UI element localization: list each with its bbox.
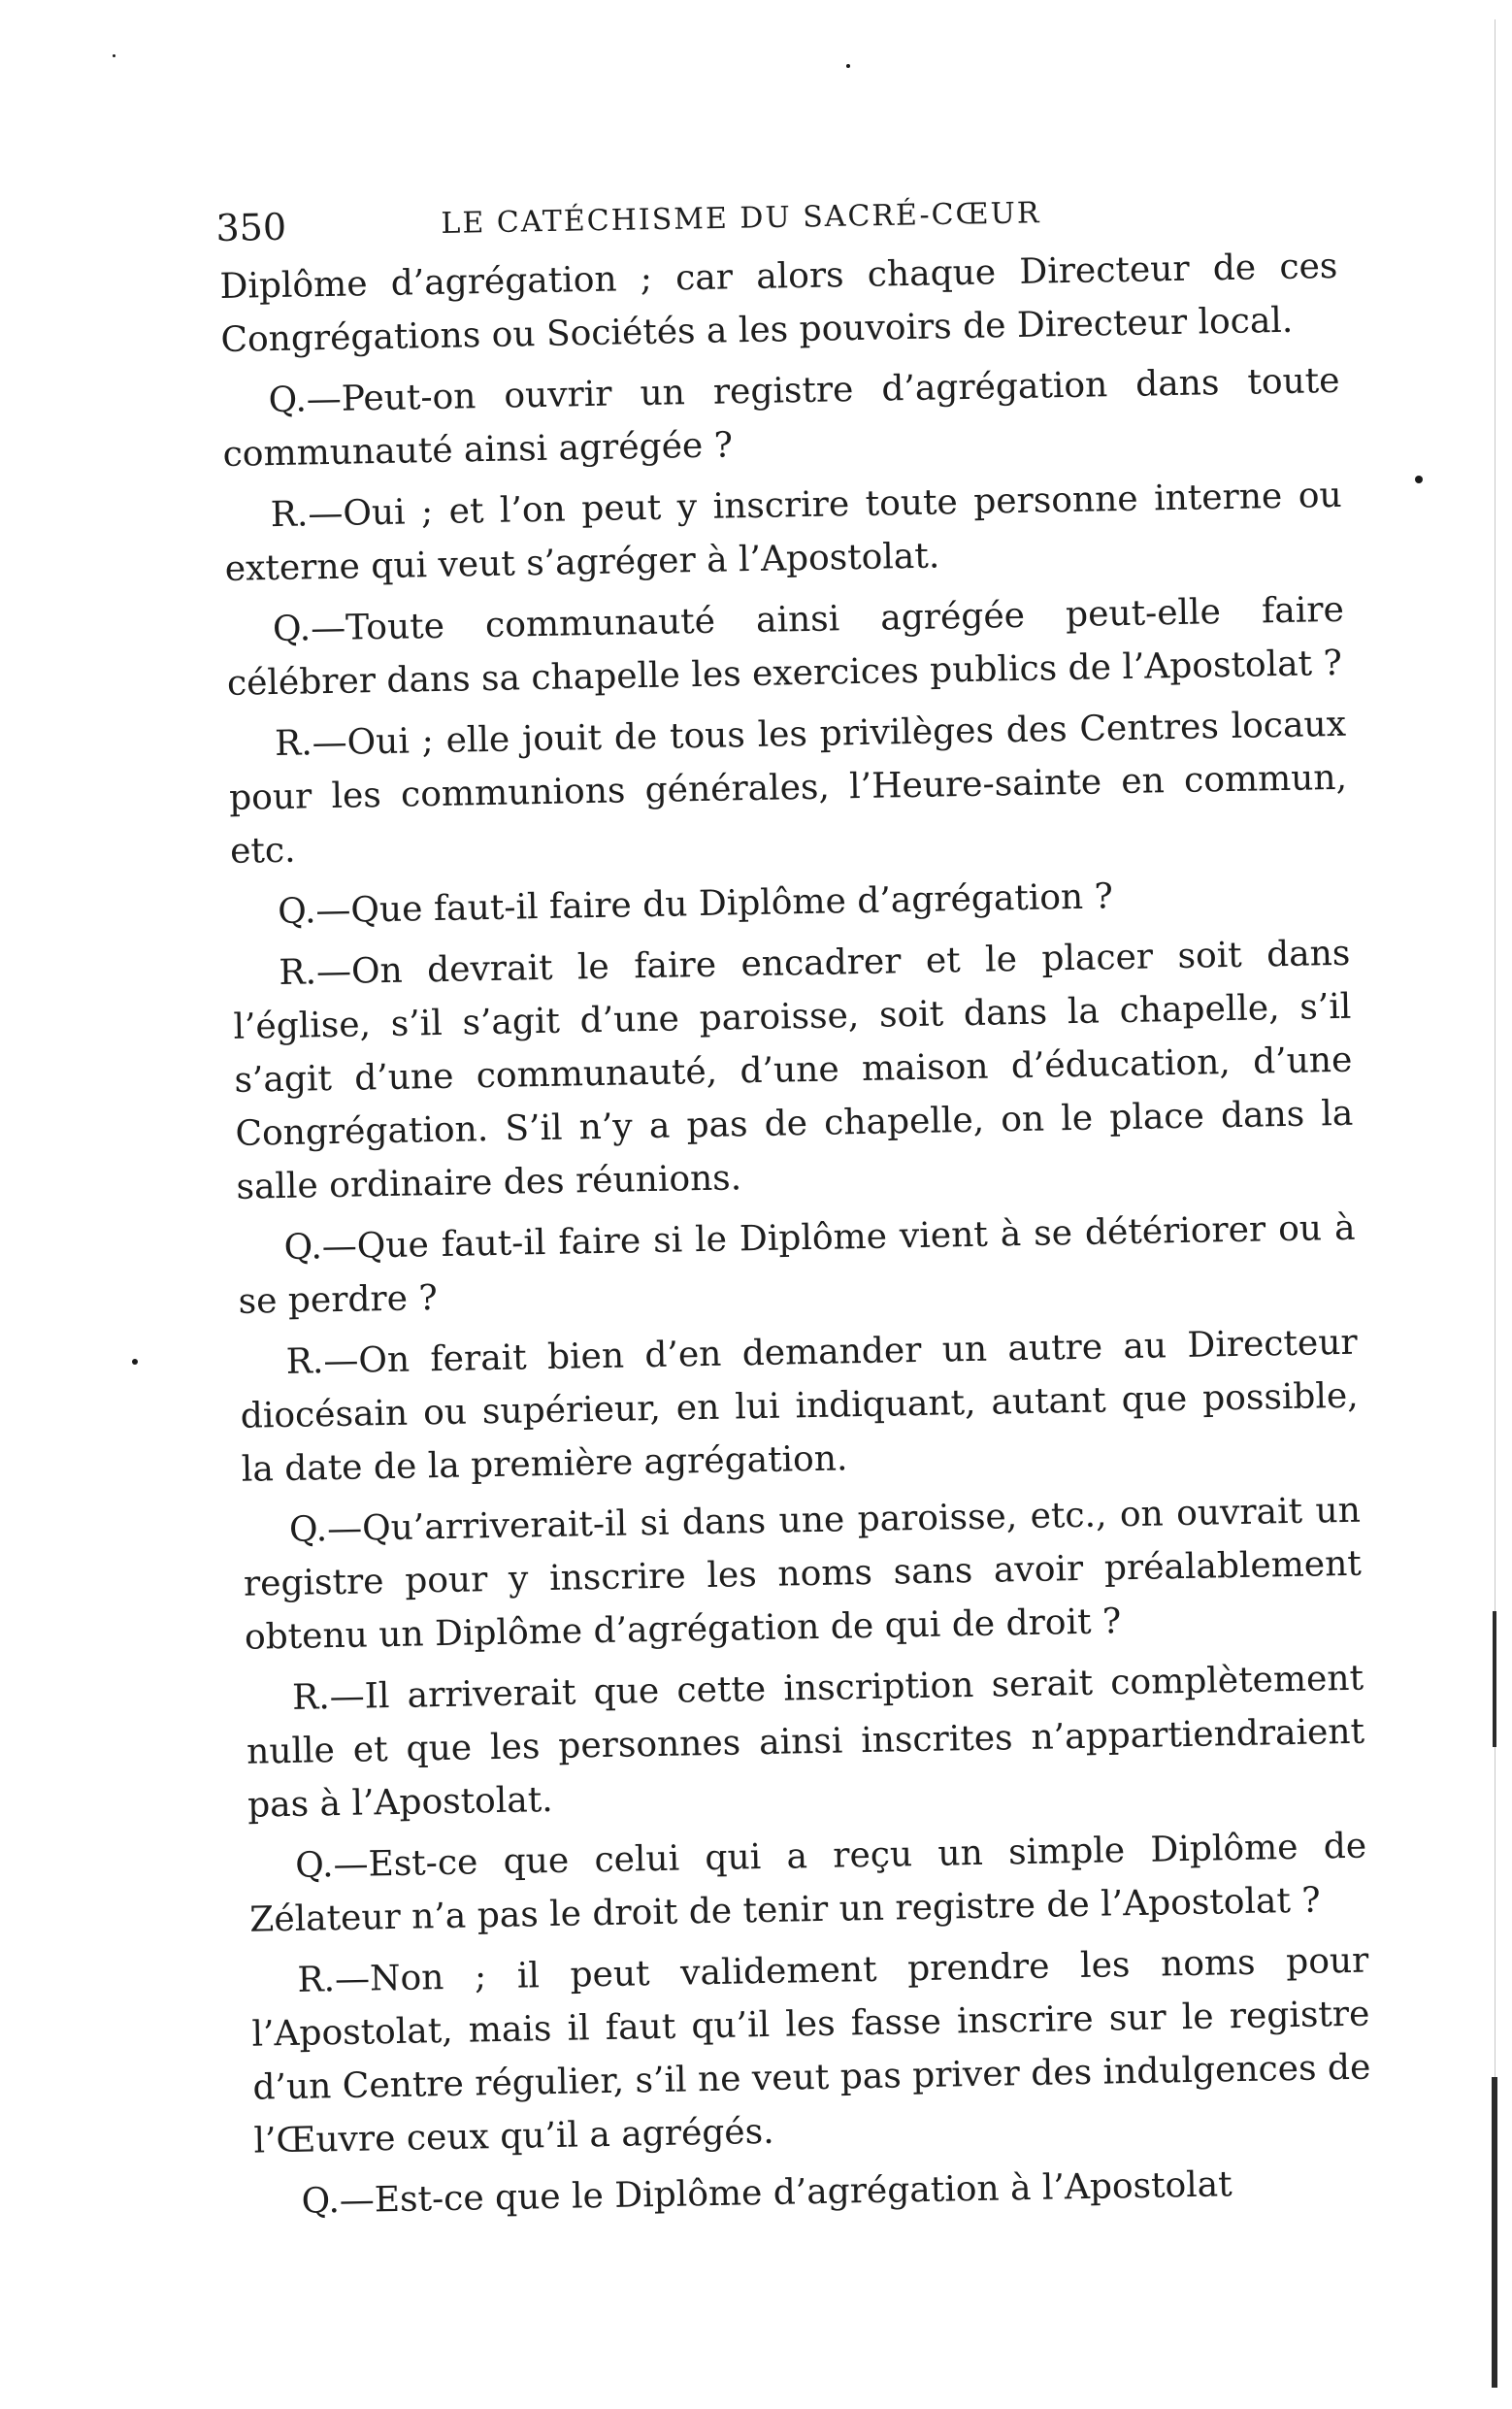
- paragraph-continuation: Diplôme d’agrégation ; car alors chaque Directeur de ces Congrégations ou Sociétés a les pouvoirs de Directeur local.: [219, 246, 1338, 360]
- question-paragraph: Q.—Que faut-il faire du Diplôme d’agrégation ?: [277, 876, 1114, 933]
- answer-paragraph: R.—Il arriverait que cette inscription serait complètement nulle et que les personnes ainsi inscrites n’appartiendraient pas à l’Apostolat.: [246, 1658, 1365, 1826]
- paper-speck: [846, 64, 850, 68]
- answer-paragraph: R.—On ferait bien d’en demander un autre au Directeur diocésain ou supérieur, en lui indiquant, autant que possible, la date de la première agrégation.: [240, 1322, 1360, 1490]
- answer-paragraph: R.—On devrait le faire encadrer et le placer soit dans l’église, s’il s’agit d’une paroisse, soit dans la chapelle, s’il s’agit d’une communauté, d’une maison d’éducation, d’une Congrégation. S’il n’y a pas de chapelle, on le place dans la salle ordinaire des réunions.: [233, 933, 1354, 1207]
- question-paragraph: Q.—Peut-on ouvrir un registre d’agrégation dans toute communauté ainsi agrégée ?: [222, 360, 1340, 475]
- spine-mark: [1493, 1611, 1496, 1747]
- question-paragraph: Q.—Est-ce que celui qui a reçu un simple Diplôme de Zélateur n’a pas le droit de tenir un registre de l’Apostolat ?: [248, 1826, 1367, 1940]
- page-spine-edge: [1483, 0, 1512, 2409]
- question-paragraph: Q.—Est-ce que le Diplôme d’agrégation à l’Apostolat: [301, 2164, 1233, 2222]
- body-text: [219, 240, 1373, 2237]
- question-paragraph: Q.—Qu’arriverait-il si dans une paroisse, etc., on ouvrait un registre pour y inscrire les noms sans avoir préalablement obtenu un Diplôme d’agrégation de qui de droit ?: [243, 1490, 1363, 1658]
- spine-rule: [1495, 19, 1496, 2388]
- paper-speck: [132, 1359, 138, 1365]
- question-paragraph: Q.—Toute communauté ainsi agrégée peut-elle faire célébrer dans sa chapelle les exercices publics de l’Apostolat ?: [226, 589, 1345, 704]
- paper-speck: [1415, 476, 1423, 483]
- running-title: LE CATÉCHISME DU SACRÉ-CŒUR: [441, 196, 1041, 241]
- answer-paragraph: R.—Non ; il peut validement prendre les noms pour l’Apostolat, mais il faut qu’il les fasse inscrire sur le registre d’un Centre régulier, s’il ne veut pas priver des indulgences de l’Œuvre ceux qu’il a agrégés.: [251, 1940, 1371, 2162]
- page-number: 350: [215, 205, 287, 249]
- spine-mark: [1492, 2077, 1497, 2388]
- paper-speck: [113, 54, 115, 57]
- answer-paragraph: R.—Oui ; et l’on peut y inscrire toute personne interne ou externe qui veut s’agréger à l’Apostolat.: [224, 475, 1343, 589]
- question-paragraph: Q.—Que faut-il faire si le Diplôme vient à se détériorer ou à se perdre ?: [238, 1207, 1356, 1322]
- answer-paragraph: R.—Oui ; elle jouit de tous les privilèges des Centres locaux pour les communions générales, l’Heure-sainte en commun, etc.: [228, 704, 1348, 872]
